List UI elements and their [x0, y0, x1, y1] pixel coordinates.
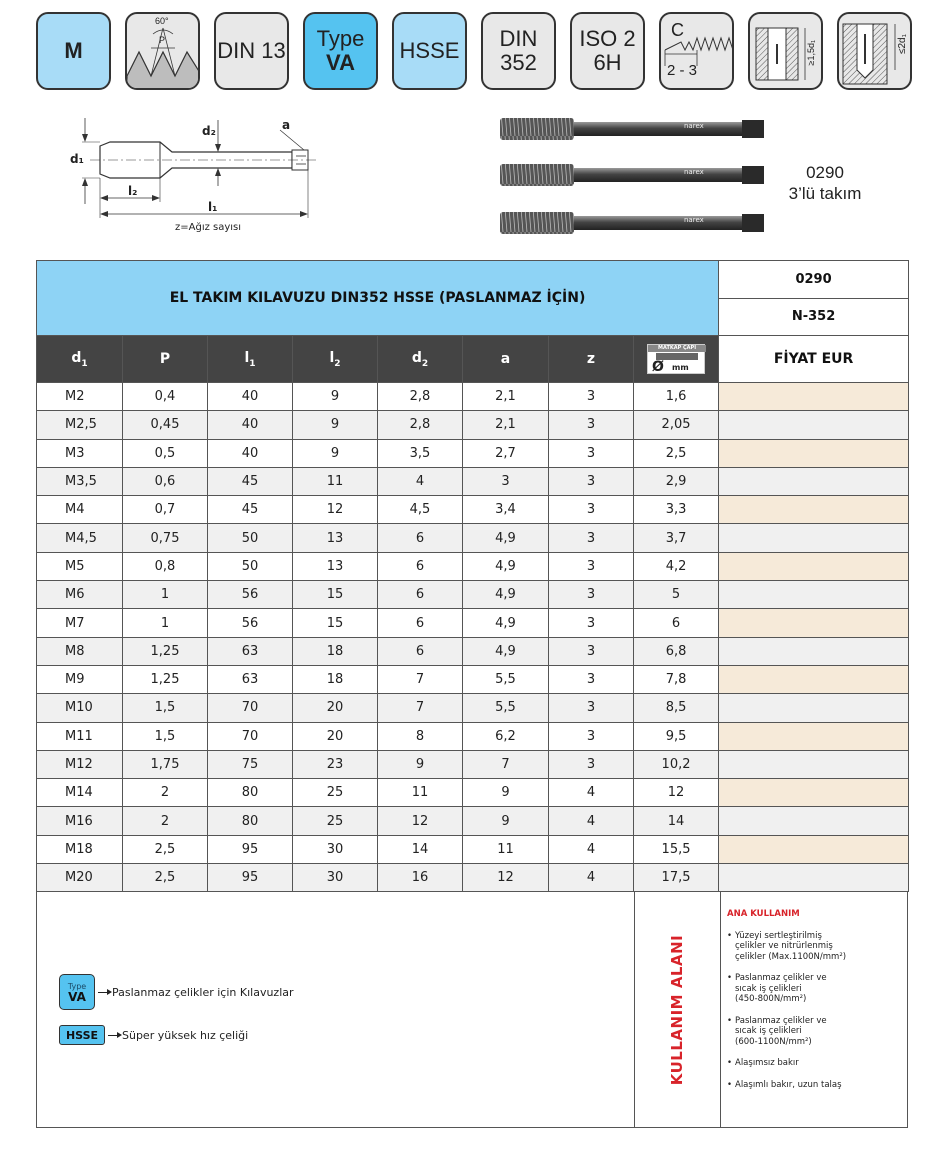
cell-price — [719, 467, 909, 495]
usage-list — [727, 909, 905, 1101]
cell-d1: M6 — [37, 581, 123, 609]
hsse-legend-text: Süper yüksek hız çeliği — [122, 1028, 249, 1042]
usage-item: • Alaşımsız bakır — [727, 1058, 905, 1069]
cell-l1: 80 — [208, 807, 293, 835]
cell-d2: 2,8 — [378, 383, 463, 411]
icon-strip — [36, 12, 916, 92]
brand-mark-1: narex — [684, 122, 704, 130]
tap-set-photos — [492, 112, 782, 246]
table-title: EL TAKIM KILAVUZU DIN352 HSSE (PASLANMAZ İÇİN) — [37, 261, 719, 336]
cell-d1: M11 — [37, 722, 123, 750]
cell-price — [719, 722, 909, 750]
material-hsse-icon — [392, 12, 467, 90]
table-code-0290: 0290 — [719, 261, 909, 299]
cell-z: 4 — [549, 779, 634, 807]
cell-p: 0,4 — [123, 383, 208, 411]
thread-type-icon — [36, 12, 111, 90]
cell-l2: 12 — [293, 496, 378, 524]
va-badge-small: Type — [67, 982, 87, 991]
cell-d1: M14 — [37, 779, 123, 807]
va-badge-big: VA — [68, 990, 86, 1004]
cell-z: 3 — [549, 581, 634, 609]
cell-a: 2,7 — [463, 439, 549, 467]
cell-drill: 14 — [634, 807, 719, 835]
l2-label: l₂ — [128, 184, 138, 198]
cell-p: 0,5 — [123, 439, 208, 467]
cell-d1: M10 — [37, 694, 123, 722]
blind-hole-label: ≤2d₁ — [897, 34, 908, 54]
cell-drill: 8,5 — [634, 694, 719, 722]
set-description: 3’lü takım — [788, 184, 862, 203]
table-row — [37, 524, 909, 552]
cell-l1: 63 — [208, 637, 293, 665]
brand-mark-3: narex — [684, 216, 704, 224]
col-l1: $l_1$ — [208, 336, 293, 383]
cell-d2: 4,5 — [378, 496, 463, 524]
cell-d1: M3,5 — [37, 467, 123, 495]
cell-d2: 7 — [378, 694, 463, 722]
cell-a: 7 — [463, 750, 549, 778]
cell-l2: 13 — [293, 524, 378, 552]
table-row — [37, 552, 909, 580]
cell-price — [719, 496, 909, 524]
cell-p: 0,45 — [123, 411, 208, 439]
cell-drill: 7,8 — [634, 665, 719, 693]
cell-d2: 8 — [378, 722, 463, 750]
hsse-badge: HSSE — [59, 1025, 105, 1045]
va-legend-text: Paslanmaz çelikler için Kılavuzlar — [112, 985, 294, 999]
cell-d2: 9 — [378, 750, 463, 778]
cell-l1: 63 — [208, 665, 293, 693]
table-row — [37, 722, 909, 750]
cell-d1: M20 — [37, 864, 123, 892]
cell-drill: 2,05 — [634, 411, 719, 439]
cell-l1: 70 — [208, 722, 293, 750]
table-row — [37, 439, 909, 467]
cell-price — [719, 411, 909, 439]
cell-d2: 6 — [378, 609, 463, 637]
blind-hole-icon — [837, 12, 912, 90]
cell-l1: 95 — [208, 864, 293, 892]
cell-l2: 9 — [293, 383, 378, 411]
thread-pitch-label: P — [159, 35, 166, 45]
cell-l1: 40 — [208, 383, 293, 411]
cell-z: 4 — [549, 835, 634, 863]
standard-din352-line1: DIN — [499, 26, 538, 51]
cell-drill: 6,8 — [634, 637, 719, 665]
col-d1: $d_1$ — [37, 336, 123, 383]
cell-a: 4,9 — [463, 524, 549, 552]
cell-l2: 30 — [293, 835, 378, 863]
cell-z: 3 — [549, 467, 634, 495]
standard-din13-label: DIN 13 — [217, 38, 286, 63]
cell-z: 3 — [549, 665, 634, 693]
cell-l2: 23 — [293, 750, 378, 778]
cell-l2: 9 — [293, 411, 378, 439]
cell-d1: M12 — [37, 750, 123, 778]
cell-l2: 15 — [293, 581, 378, 609]
cell-d2: 12 — [378, 807, 463, 835]
product-table-wrapper — [36, 260, 908, 892]
cell-z: 4 — [549, 864, 634, 892]
thread-type-label: M — [64, 38, 83, 63]
material-hsse-label: HSSE — [399, 38, 460, 63]
column-header-row — [37, 336, 909, 383]
cell-l2: 13 — [293, 552, 378, 580]
cell-l1: 45 — [208, 496, 293, 524]
cell-z: 3 — [549, 722, 634, 750]
cell-l2: 15 — [293, 609, 378, 637]
cell-p: 0,7 — [123, 496, 208, 524]
cell-drill: 3,7 — [634, 524, 719, 552]
cell-a: 5,5 — [463, 665, 549, 693]
cell-a: 11 — [463, 835, 549, 863]
cell-d2: 2,8 — [378, 411, 463, 439]
cell-p: 1,75 — [123, 750, 208, 778]
through-hole-label: ≥1,5d₁ — [806, 40, 816, 66]
col-l2: $l_2$ — [293, 336, 378, 383]
type-va-line2: VA — [326, 50, 355, 75]
cell-a: 4,9 — [463, 552, 549, 580]
usage-item: • Yüzeyi sertleştirilmiş çelikler ve nitrürlenmiş çelikler (Max.1100N/mm²) — [727, 931, 905, 963]
cell-l1: 80 — [208, 779, 293, 807]
cell-d2: 16 — [378, 864, 463, 892]
cell-l1: 45 — [208, 467, 293, 495]
cell-a: 5,5 — [463, 694, 549, 722]
cell-l1: 56 — [208, 609, 293, 637]
usage-item: • Paslanmaz çelikler ve sıcak iş çelikleri (600-1100N/mm²) — [727, 1016, 905, 1048]
cell-d2: 11 — [378, 779, 463, 807]
type-va-line1: Type — [316, 26, 365, 51]
product-table — [36, 260, 909, 892]
cell-l2: 20 — [293, 722, 378, 750]
cell-z: 3 — [549, 637, 634, 665]
cell-price — [719, 581, 909, 609]
cell-p: 1,5 — [123, 722, 208, 750]
cell-price — [719, 835, 909, 863]
table-row — [37, 665, 909, 693]
table-code-n352: N-352 — [719, 298, 909, 336]
tap-technical-drawing — [60, 112, 330, 242]
tolerance-iso2-line2: 6H — [593, 50, 622, 75]
cell-p: 2 — [123, 807, 208, 835]
cell-d2: 6 — [378, 637, 463, 665]
cell-l1: 40 — [208, 411, 293, 439]
table-body — [37, 383, 909, 892]
col-drill-diameter — [634, 336, 719, 383]
cell-z: 4 — [549, 807, 634, 835]
cell-price — [719, 552, 909, 580]
cell-p: 0,8 — [123, 552, 208, 580]
cell-a: 9 — [463, 807, 549, 835]
cell-p: 0,75 — [123, 524, 208, 552]
cell-z: 3 — [549, 524, 634, 552]
table-row — [37, 383, 909, 411]
cell-a: 4,9 — [463, 609, 549, 637]
through-hole-icon — [748, 12, 823, 90]
cell-drill: 10,2 — [634, 750, 719, 778]
standard-din352-line2: 352 — [500, 50, 537, 75]
cell-z: 3 — [549, 609, 634, 637]
cell-d1: M5 — [37, 552, 123, 580]
cell-l2: 25 — [293, 779, 378, 807]
cell-l2: 30 — [293, 864, 378, 892]
cell-d1: M8 — [37, 637, 123, 665]
cell-price — [719, 439, 909, 467]
cell-d1: M2,5 — [37, 411, 123, 439]
col-d2: $d_2$ — [378, 336, 463, 383]
brand-mark-2: narex — [684, 168, 704, 176]
cell-p: 0,6 — [123, 467, 208, 495]
cell-a: 2,1 — [463, 411, 549, 439]
cell-z: 3 — [549, 439, 634, 467]
va-badge — [59, 974, 95, 1010]
cell-d1: M4,5 — [37, 524, 123, 552]
cell-a: 4,9 — [463, 637, 549, 665]
cell-l1: 50 — [208, 524, 293, 552]
table-row — [37, 411, 909, 439]
cell-z: 3 — [549, 552, 634, 580]
cell-l1: 50 — [208, 552, 293, 580]
cell-d2: 3,5 — [378, 439, 463, 467]
cell-a: 2,1 — [463, 383, 549, 411]
a-label: a — [282, 118, 291, 132]
cell-l2: 20 — [293, 694, 378, 722]
cell-d1: M18 — [37, 835, 123, 863]
cell-price — [719, 609, 909, 637]
cell-price — [719, 750, 909, 778]
table-row — [37, 750, 909, 778]
set-label — [770, 162, 880, 204]
tolerance-iso2-icon — [570, 12, 645, 90]
cell-a: 4,9 — [463, 581, 549, 609]
cell-p: 1,5 — [123, 694, 208, 722]
cell-drill: 17,5 — [634, 864, 719, 892]
chamfer-letter: C — [671, 20, 684, 40]
teeth-note: z=Ağız sayısı — [175, 222, 242, 233]
chamfer-range: 2 - 3 — [667, 62, 698, 79]
table-row — [37, 637, 909, 665]
cell-drill: 4,2 — [634, 552, 719, 580]
cell-l1: 95 — [208, 835, 293, 863]
cell-a: 3 — [463, 467, 549, 495]
chamfer-icon — [659, 12, 734, 90]
cell-drill: 15,5 — [634, 835, 719, 863]
cell-p: 2,5 — [123, 835, 208, 863]
set-code: 0290 — [806, 163, 844, 182]
cell-price — [719, 637, 909, 665]
l1-label: l₁ — [208, 200, 218, 214]
legend-hsse — [59, 1025, 248, 1045]
table-row — [37, 467, 909, 495]
cell-d1: M4 — [37, 496, 123, 524]
usage-area-vertical-title: KULLANIM ALANI — [668, 934, 687, 1085]
cell-l1: 56 — [208, 581, 293, 609]
cell-d2: 14 — [378, 835, 463, 863]
col-price: FİYAT EUR — [719, 336, 909, 383]
cell-l1: 40 — [208, 439, 293, 467]
type-va-icon — [303, 12, 378, 90]
cell-price — [719, 807, 909, 835]
cell-l2: 11 — [293, 467, 378, 495]
cell-z: 3 — [549, 694, 634, 722]
cell-price — [719, 665, 909, 693]
cell-drill: 3,3 — [634, 496, 719, 524]
cell-price — [719, 524, 909, 552]
cell-a: 6,2 — [463, 722, 549, 750]
cell-drill: 12 — [634, 779, 719, 807]
cell-d2: 6 — [378, 581, 463, 609]
thread-angle-label: 60° — [155, 16, 169, 26]
table-row — [37, 864, 909, 892]
usage-item: • Paslanmaz çelikler ve sıcak iş çelikleri (450-800N/mm²) — [727, 973, 905, 1005]
cell-price — [719, 779, 909, 807]
cell-drill: 9,5 — [634, 722, 719, 750]
table-row — [37, 694, 909, 722]
cell-z: 3 — [549, 383, 634, 411]
table-row — [37, 779, 909, 807]
tolerance-iso2-line1: ISO 2 — [579, 26, 636, 51]
standard-din13-icon — [214, 12, 289, 90]
cell-d1: M2 — [37, 383, 123, 411]
cell-a: 9 — [463, 779, 549, 807]
cell-d2: 7 — [378, 665, 463, 693]
cell-d2: 4 — [378, 467, 463, 495]
cell-l2: 18 — [293, 637, 378, 665]
table-row — [37, 496, 909, 524]
thread-angle-icon — [125, 12, 200, 90]
d1-label: d₁ — [70, 152, 84, 166]
cell-a: 12 — [463, 864, 549, 892]
cell-l2: 25 — [293, 807, 378, 835]
cell-z: 3 — [549, 750, 634, 778]
bottom-info-area — [36, 891, 908, 1128]
cell-a: 3,4 — [463, 496, 549, 524]
cell-drill: 1,6 — [634, 383, 719, 411]
cell-d1: M3 — [37, 439, 123, 467]
cell-drill: 2,9 — [634, 467, 719, 495]
cell-p: 2 — [123, 779, 208, 807]
cell-l2: 18 — [293, 665, 378, 693]
table-row — [37, 609, 909, 637]
table-row — [37, 835, 909, 863]
cell-price — [719, 864, 909, 892]
cell-l1: 70 — [208, 694, 293, 722]
cell-z: 3 — [549, 411, 634, 439]
cell-p: 1 — [123, 609, 208, 637]
table-row — [37, 807, 909, 835]
cell-price — [719, 383, 909, 411]
cell-d2: 6 — [378, 524, 463, 552]
cell-d1: M9 — [37, 665, 123, 693]
diameter-icon: Ø — [652, 359, 664, 375]
cell-drill: 6 — [634, 609, 719, 637]
cell-d1: M16 — [37, 807, 123, 835]
usage-heading: ANA KULLANIM — [727, 909, 800, 919]
legend-va — [59, 974, 294, 1010]
table-row — [37, 581, 909, 609]
drill-header-top: MATKAP ÇAPI — [648, 345, 706, 352]
d2-label: d₂ — [202, 124, 216, 138]
cell-price — [719, 694, 909, 722]
col-z: z — [549, 336, 634, 383]
divider — [720, 891, 721, 1128]
cell-p: 1 — [123, 581, 208, 609]
cell-z: 3 — [549, 496, 634, 524]
arrow-right-icon — [98, 992, 110, 993]
drill-header-unit: mm — [672, 363, 689, 372]
cell-l2: 9 — [293, 439, 378, 467]
cell-p: 1,25 — [123, 637, 208, 665]
arrow-right-icon — [108, 1035, 120, 1036]
usage-item: • Alaşımlı bakır, uzun talaş — [727, 1080, 905, 1091]
cell-drill: 2,5 — [634, 439, 719, 467]
cell-p: 1,25 — [123, 665, 208, 693]
cell-drill: 5 — [634, 581, 719, 609]
standard-din352-icon — [481, 12, 556, 90]
col-a: a — [463, 336, 549, 383]
cell-d1: M7 — [37, 609, 123, 637]
cell-l1: 75 — [208, 750, 293, 778]
cell-p: 2,5 — [123, 864, 208, 892]
cell-d2: 6 — [378, 552, 463, 580]
col-p: P — [123, 336, 208, 383]
